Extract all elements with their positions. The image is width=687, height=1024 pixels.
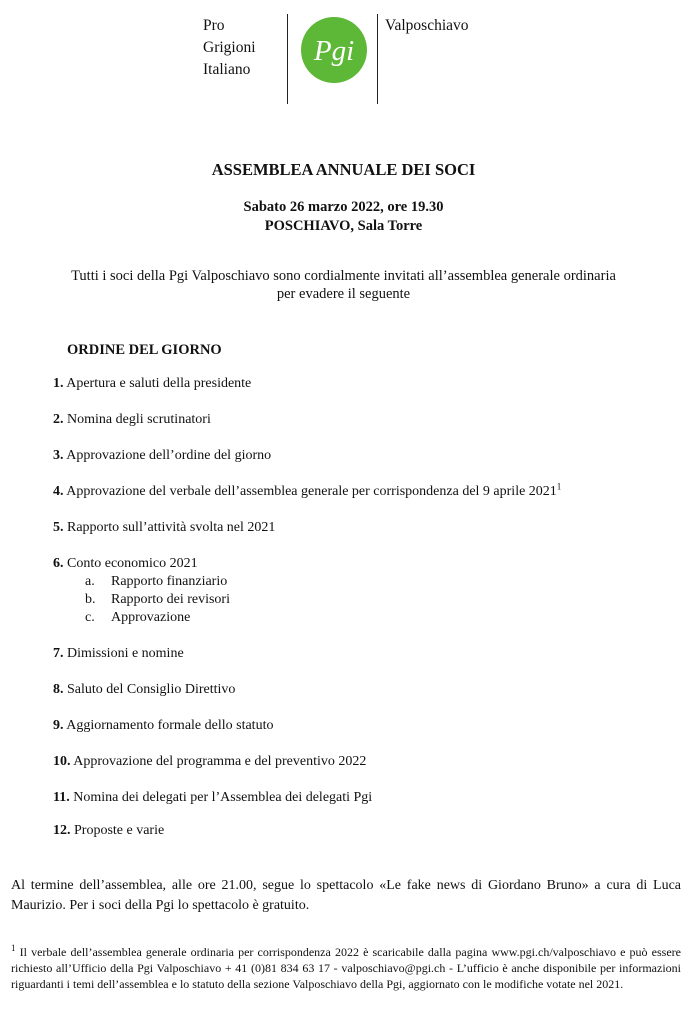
agenda-subitem-letter: b. — [85, 592, 96, 607]
agenda-item-text: Aggiornamento formale dello statuto — [66, 718, 274, 733]
agenda-item-text: Approvazione del programma e del preventivo 2022 — [73, 754, 367, 769]
agenda-item — [53, 790, 372, 806]
agenda-item-number: 8. — [53, 682, 64, 697]
invitation-line: Tutti i soci della Pgi Valposchiavo sono cordialmente invitati all’assemblea generale ordinaria — [71, 268, 616, 284]
agenda-item — [53, 754, 366, 770]
invitation-text — [0, 267, 687, 303]
footnote-text: Il verbale dell’assemblea generale ordinaria per corrispondenza 2022 è scaricabile dalla pagina www.pgi.ch/valposchiavo e può essere richiesto all’Ufficio della Pgi Valposchiavo + 41 (0)81 834 63 17 - valposchiavo@pgi.ch - L’ufficio è anche disponibile per informazioni riguardanti i temi dell’assemblea e lo statuto della sezione Valposchiavo della Pgi, aggiornato con le modifiche votate nel 2021. — [11, 945, 681, 991]
agenda-item-text: Rapporto sull’attività svolta nel 2021 — [67, 520, 276, 535]
event-place: POSCHIAVO, Sala Torre — [264, 218, 423, 234]
closing-paragraph: Al termine dell’assemblea, alle ore 21.00, segue lo spettacolo «Le fake news di Giordano Bruno» a cura di Luca Maurizio. Per i soci della Pgi lo spettacolo è gratuito. — [11, 878, 681, 913]
agenda-item-text: Saluto del Consiglio Direttivo — [67, 682, 236, 697]
agenda-item — [53, 376, 251, 392]
agenda-subitem — [85, 592, 230, 608]
agenda-item-text: Approvazione dell’ordine del giorno — [66, 448, 272, 463]
agenda-subitem-letter: c. — [85, 610, 95, 625]
agenda-subitem-letter: a. — [85, 574, 95, 589]
agenda-item-text: Dimissioni e nomine — [67, 646, 184, 661]
agenda-subitem-text: Rapporto dei revisori — [111, 592, 230, 607]
agenda-item-number: 7. — [53, 646, 64, 661]
agenda-subitem-text: Rapporto finanziario — [111, 574, 228, 589]
agenda-item-text: Conto economico 2021 — [67, 556, 198, 571]
agenda-item — [53, 556, 198, 572]
org-name-line: Pro — [203, 17, 225, 34]
agenda-item-text: Nomina dei delegati per l’Assemblea dei delegati Pgi — [73, 790, 373, 805]
agenda-item — [53, 646, 184, 662]
agenda-item-text: Apertura e saluti della presidente — [66, 376, 252, 391]
org-name-line: Italiano — [203, 61, 251, 78]
event-details — [0, 198, 687, 236]
agenda-heading: ORDINE DEL GIORNO — [67, 342, 222, 358]
logo-text: Pgi — [313, 35, 355, 67]
pgi-logo — [301, 17, 367, 83]
agenda-item-number: 1. — [53, 376, 64, 391]
page-title: ASSEMBLEA ANNUALE DEI SOCI — [211, 160, 476, 179]
header-divider-right — [377, 14, 378, 104]
agenda-item — [53, 520, 275, 536]
agenda-subitem — [85, 610, 190, 626]
footnote-reference: 1 — [556, 481, 562, 492]
agenda-item — [53, 481, 562, 500]
org-name-line: Grigioni — [203, 39, 256, 56]
agenda-item-number: 10. — [53, 754, 71, 769]
agenda-item-number: 9. — [53, 718, 64, 733]
agenda-item-text: Approvazione del verbale dell’assemblea generale per corrispondenza del 9 aprile 2021 — [66, 484, 557, 499]
org-name — [203, 15, 256, 81]
event-date: Sabato 26 marzo 2022, ore 19.30 — [243, 199, 444, 215]
agenda-subitem-text: Approvazione — [111, 610, 191, 625]
agenda-item — [53, 823, 164, 839]
agenda-item — [53, 448, 271, 464]
agenda-item-number: 12. — [53, 823, 71, 838]
header-divider-left — [287, 14, 288, 104]
agenda-item-number: 3. — [53, 448, 64, 463]
section-name: Valposchiavo — [385, 17, 469, 34]
agenda-subitem — [85, 574, 227, 590]
agenda-item-text: Nomina degli scrutinatori — [67, 412, 211, 427]
agenda-item-text: Proposte e varie — [74, 823, 165, 838]
agenda-item-number: 5. — [53, 520, 64, 535]
agenda-item — [53, 718, 273, 734]
agenda-item — [53, 412, 211, 428]
footnote — [11, 944, 681, 992]
agenda-item-number: 2. — [53, 412, 64, 427]
agenda-item — [53, 682, 235, 698]
footnote-mark: 1 — [11, 943, 16, 953]
invitation-line: per evadere il seguente — [276, 286, 411, 302]
agenda-item-number: 4. — [53, 484, 64, 499]
agenda-item-number: 6. — [53, 556, 64, 571]
agenda-item-number: 11. — [53, 790, 70, 805]
